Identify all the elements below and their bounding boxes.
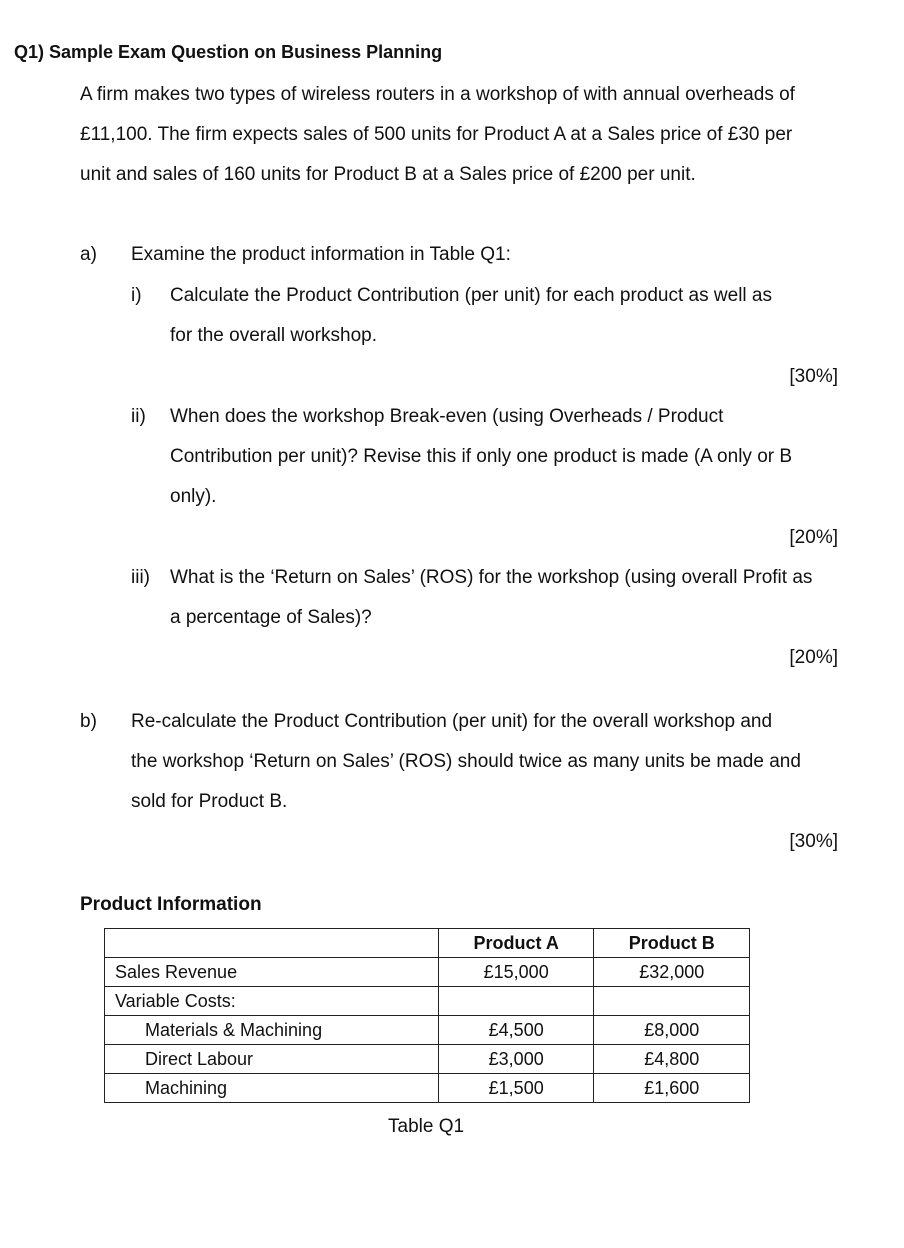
header-cell-empty (105, 929, 439, 958)
row-label: Variable Costs: (105, 987, 439, 1016)
product-a-value: £3,000 (438, 1045, 594, 1074)
sub-ii-line-1: When does the workshop Break-even (using Overheads / Product (170, 406, 724, 427)
part-b-mark: [30%] (789, 831, 838, 852)
product-info-heading: Product Information (80, 894, 262, 915)
row-label: Direct Labour (105, 1045, 439, 1074)
product-a-value: £4,500 (438, 1016, 594, 1045)
part-b-line-1: Re-calculate the Product Contribution (per unit) for the overall workshop and (131, 711, 773, 732)
table-row (105, 1074, 750, 1103)
intro-line-1: A firm makes two types of wireless routers in a workshop of with annual overheads of (80, 84, 795, 105)
sub-i-mark: [30%] (789, 366, 838, 387)
table-caption: Table Q1 (388, 1116, 465, 1137)
sub-ii-line-2: Contribution per unit)? Revise this if only one product is made (A only or B (170, 446, 793, 467)
product-a-value: £15,000 (438, 958, 594, 987)
table-row (105, 1045, 750, 1074)
sub-iii-line-2: a percentage of Sales)? (170, 607, 372, 628)
product-b-value: £8,000 (594, 1016, 750, 1045)
intro-line-2: £11,100. The firm expects sales of 500 units for Product A at a Sales price of £30 per (80, 124, 793, 145)
sub-ii-mark: [20%] (789, 527, 838, 548)
row-label: Materials & Machining (105, 1016, 439, 1045)
sub-ii-line-3: only). (170, 486, 217, 507)
product-b-value (594, 987, 750, 1016)
header-product-b: Product B (594, 929, 750, 958)
sub-i-line-1: Calculate the Product Contribution (per unit) for each product as well as (170, 285, 772, 306)
part-b-line-2: the workshop ‘Return on Sales’ (ROS) should twice as many units be made and (131, 751, 801, 772)
table-header-row (105, 929, 750, 958)
question-title: Q1) Sample Exam Question on Business Planning (14, 42, 443, 62)
sub-ii-label: ii) (131, 406, 146, 427)
part-a-text: Examine the product information in Table Q1: (131, 244, 511, 265)
intro-line-3: unit and sales of 160 units for Product B at a Sales price of £200 per unit. (80, 164, 696, 185)
table-row (105, 958, 750, 987)
product-b-value: £4,800 (594, 1045, 750, 1074)
header-product-a: Product A (438, 929, 594, 958)
sub-i-line-2: for the overall workshop. (170, 325, 377, 346)
product-a-value (438, 987, 594, 1016)
product-info-table (104, 928, 750, 1103)
part-b-line-3: sold for Product B. (131, 791, 288, 812)
product-b-value: £1,600 (594, 1074, 750, 1103)
part-a-label: a) (80, 244, 97, 265)
sub-iii-line-1: What is the ‘Return on Sales’ (ROS) for the workshop (using overall Profit as (170, 567, 813, 588)
product-a-value: £1,500 (438, 1074, 594, 1103)
row-label: Sales Revenue (105, 958, 439, 987)
row-label: Machining (105, 1074, 439, 1103)
table-row (105, 987, 750, 1016)
table-row (105, 1016, 750, 1045)
sub-iii-mark: [20%] (789, 647, 838, 668)
sub-i-label: i) (131, 285, 142, 306)
product-b-value: £32,000 (594, 958, 750, 987)
sub-iii-label: iii) (131, 567, 150, 588)
part-b-label: b) (80, 711, 97, 732)
